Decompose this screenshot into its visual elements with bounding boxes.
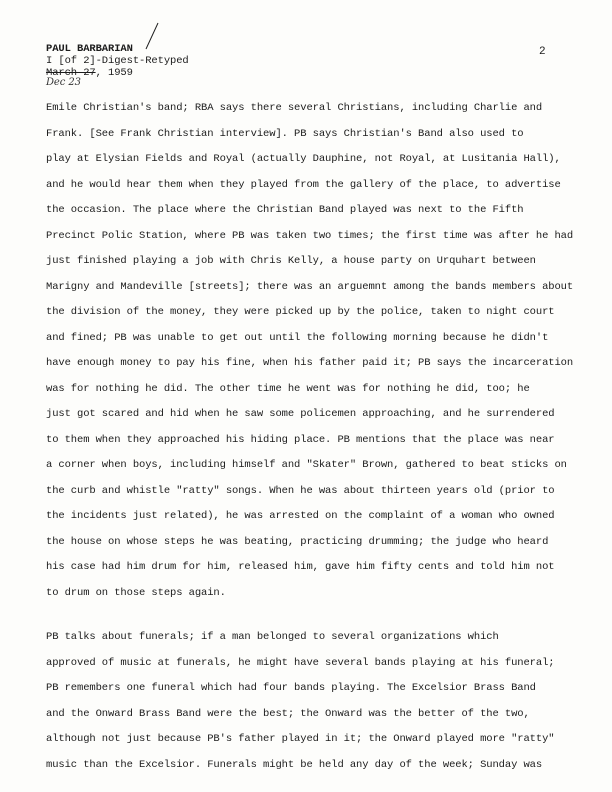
pen-mark-icon bbox=[142, 23, 162, 53]
text-line: the division of the money, they were picked up by the police, taken to night court bbox=[46, 306, 555, 318]
digest-label: I [of 2]-Digest-Retyped bbox=[46, 55, 189, 67]
text-line: the house on whose steps he was beating, practicing drumming; the judge who heard bbox=[46, 535, 549, 548]
text-line: although not just because PB's father played in it; the Onward played more "ratty" bbox=[46, 733, 555, 745]
text-line: and the Onward Brass Band were the best; the Onward was the better of the two, bbox=[46, 707, 530, 720]
text-line: play at Elysian Fields and Royal (actually Dauphine, not Royal, at Lusitania Hall), bbox=[46, 153, 561, 165]
text-line: was for nothing he did. The other time he went was for nothing he did, too; he bbox=[46, 382, 530, 395]
text-line: a corner when boys, including himself and "Skater" Brown, gathered to beat sticks on bbox=[46, 459, 567, 471]
text-line: to drum on those steps again. bbox=[46, 586, 226, 599]
text-line: PB remembers one funeral which had four bands playing. The Excelsior Brass Band bbox=[46, 682, 536, 694]
text-line: and he would hear them when they played from the gallery of the place, to advertise bbox=[46, 178, 561, 191]
text-line: to them when they approached his hiding place. PB mentions that the place was near bbox=[46, 433, 555, 446]
text-line: Precinct Polic Station, where PB was taken two times; the first time was after he had bbox=[46, 229, 574, 242]
text-line: PB talks about funerals; if a man belonged to several organizations which bbox=[46, 631, 499, 643]
date-year: , 1959 bbox=[95, 67, 133, 79]
text-line: Marigny and Mandeville [streets]; there was an arguemnt among the bands members about bbox=[46, 280, 574, 293]
document-header bbox=[46, 43, 189, 88]
text-line: have enough money to pay his fine, when his father paid it; PB says the incarceration bbox=[46, 357, 574, 369]
text-line: music than the Excelsior. Funerals might be held any day of the week; Sunday was bbox=[46, 758, 543, 771]
text-line: approved of music at funerals, he might have several bands playing at his funeral; bbox=[46, 656, 555, 669]
text-line: just got scared and hid when he saw some policemen approaching, and he surrendered bbox=[46, 408, 555, 420]
text-line: his case had him drum for him, released him, gave him fifty cents and told him not bbox=[46, 561, 555, 573]
text-line: Emile Christian's band; RBA says there several Christians, including Charlie and bbox=[46, 102, 543, 114]
date-line bbox=[46, 67, 189, 88]
paragraph-gap bbox=[46, 606, 576, 625]
text-line: the curb and whistle "ratty" songs. When he was about thirteen years old (prior to bbox=[46, 484, 555, 497]
interviewee-name: PAUL BARBARIAN bbox=[46, 43, 133, 55]
text-line: and fined; PB was unable to get out until the following morning because he didn't bbox=[46, 331, 549, 344]
text-line: Frank. [See Frank Christian interview]. PB says Christian's Band also used to bbox=[46, 127, 524, 140]
handwritten-date: Dec 23 bbox=[46, 77, 81, 88]
text-line: the occasion. The place where the Christian Band played was next to the Fifth bbox=[46, 204, 524, 216]
page-number: 2 bbox=[539, 46, 546, 58]
struck-date: March 27 bbox=[46, 67, 96, 79]
text-line: just finished playing a job with Chris Kelly, a house party on Urquhart between bbox=[46, 255, 536, 267]
document-body bbox=[46, 96, 576, 778]
text-line: the incidents just related), he was arrested on the complaint of a woman who owned bbox=[46, 510, 555, 522]
